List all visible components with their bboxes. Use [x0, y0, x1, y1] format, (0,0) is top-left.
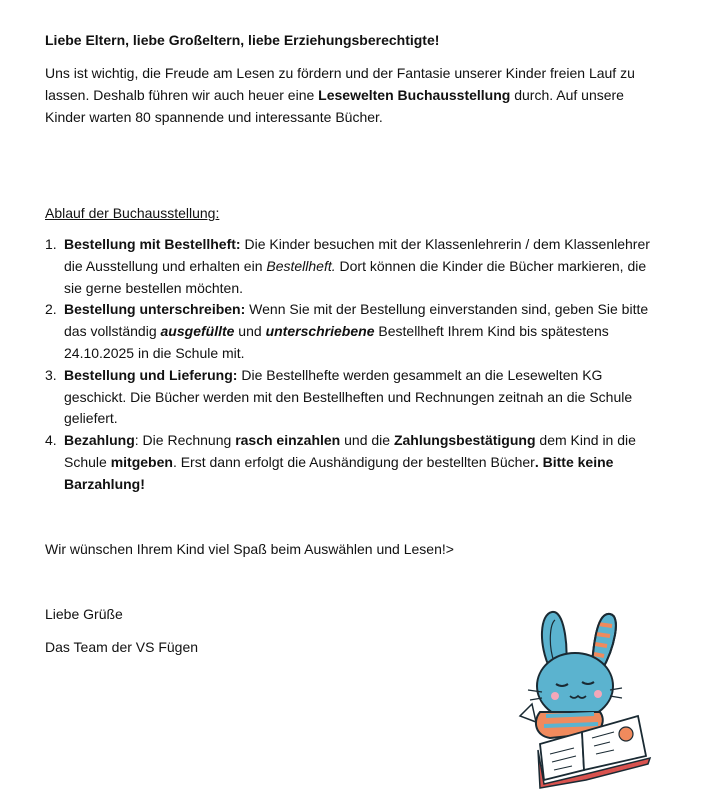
step-text: Die Bestellhefte werden gesammelt an die Lesewelten KG geschickt. Die Bücher werden mit den Bestellheften und Rechnungen zeitnah an die Schule geliefert. — [64, 366, 633, 427]
step-bold-italic: unterschriebene — [265, 323, 375, 340]
step-bold-italic: ausgefüllte — [160, 323, 235, 340]
intro-bold-event: Lesewelten Buchausstellung — [318, 87, 511, 103]
step-bold: . Bitte keine Barzahlung! — [64, 453, 614, 492]
step-number: 2. — [45, 301, 57, 318]
step-title: Bestellung unterschreiben: — [64, 301, 246, 318]
step-number: 3. — [45, 366, 57, 383]
step-bold: rasch einzahlen — [235, 432, 341, 449]
list-item-step-2 — [45, 299, 665, 364]
list-item-step-4 — [45, 430, 665, 495]
intro-text-1: Uns ist wichtig, die Freude am Lesen zu fördern und der Fantasie unserer Kinder freien Lauf zu lassen. Deshalb führen wir auch heuer eine — [45, 65, 635, 103]
step-title: Bestellung mit Bestellheft: — [64, 236, 241, 252]
step-number: 1. — [45, 236, 57, 252]
step-title: Bestellung und Lieferung: — [64, 366, 238, 383]
closing-wish: Wir wünschen Ihrem Kind viel Spaß beim Auswählen und Lesen!> — [45, 541, 454, 557]
bunny-head — [537, 653, 613, 719]
step-text: und — [234, 323, 266, 340]
intro-paragraph — [45, 62, 665, 128]
reading-bunny-illustration — [510, 604, 655, 789]
step-text: . Erst dann erfolgt die Aushändigung der bestellten Bücher — [172, 453, 535, 470]
section-title: Ablauf der Buchausstellung: — [45, 205, 220, 221]
list-item-step-3 — [45, 365, 665, 430]
step-bold: mitgeben — [110, 453, 173, 470]
step-bold: Zahlungsbestätigung — [393, 432, 536, 449]
intro-text-2: durch. Auf unsere Kinder warten 80 spannende und interessante Bücher. — [45, 87, 624, 125]
step-text: Die Kinder besuchen mit der Klassenlehrerin / dem Klassenlehrer die Ausstellung und erhalten ein — [64, 236, 650, 274]
step-title: Bezahlung — [64, 432, 135, 449]
signature: Das Team der VS Fügen — [45, 639, 199, 655]
list-item-step-1 — [45, 234, 665, 299]
greeting: Liebe Grüße — [45, 606, 123, 622]
steps-list — [45, 234, 665, 496]
step-number: 4. — [45, 432, 57, 449]
step-text: und die — [340, 432, 394, 449]
salutation: Liebe Eltern, liebe Großeltern, liebe Erziehungsberechtigte! — [45, 32, 440, 48]
step-text: Bestellheft Ihrem Kind bis spätestens 24.10.2025 in die Schule mit. — [64, 323, 609, 361]
step-text: Dort können die Kinder die Bücher markieren, die sie gerne bestellen möchten. — [64, 257, 647, 296]
step-text: dem Kind in die Schule — [64, 432, 636, 470]
step-text: : Die Rechnung — [134, 432, 236, 449]
step-text: Wenn Sie mit der Bestellung einverstanden sind, geben Sie bitte das vollständig — [64, 301, 649, 340]
step-italic: Bestellheft. — [266, 257, 336, 274]
